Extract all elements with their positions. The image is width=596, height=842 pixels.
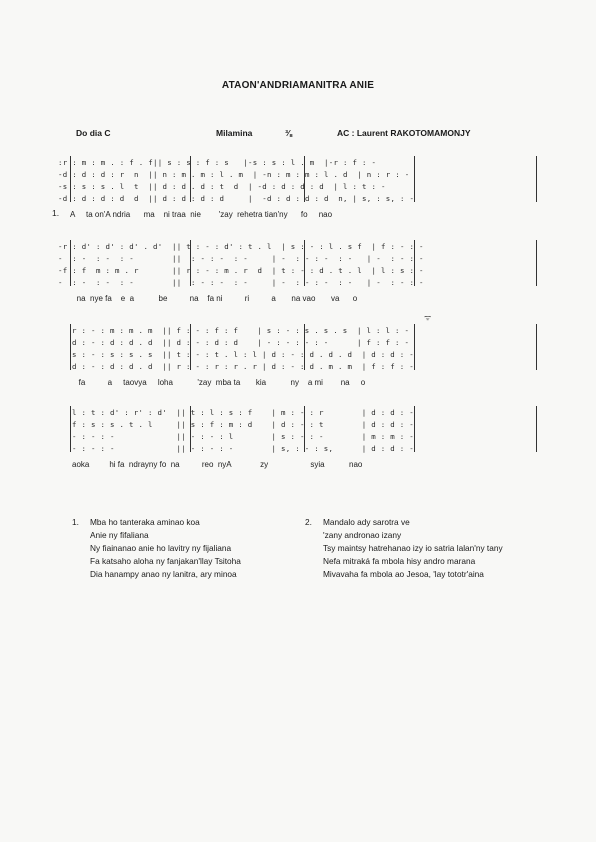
music-system-2 — [58, 240, 548, 312]
barline — [536, 240, 537, 286]
solfa-row-soprano: :r : m : m . : f . f|| s : s : f : s |-s : s : l . m |-r : f : - — [58, 158, 377, 167]
barline — [536, 156, 537, 202]
lyrics-line: A ta on'A ndria ma ni traa nie 'zay rehetra tian'ny fo nao — [70, 210, 333, 219]
solfa-row-tenor: - : - : - || - : - : l | s : - : - | m : m : - — [72, 432, 414, 441]
verse-line: Ny fiainanao anie ho lavitry ny fijaliana — [90, 543, 232, 553]
solfa-row-soprano: r : - : m : m . m || f : - : f : f | s : - : s . s . s | l : l : - — [72, 326, 410, 335]
verse-number: 1. — [52, 208, 60, 218]
lyrics-line: aoka hi fa ndrayny fo na reo nyA zy syia nao — [72, 460, 363, 469]
barline — [70, 324, 71, 370]
verse-line: Mandalo ady sarotra ve — [323, 517, 410, 527]
solfa-row-bass: - : - : - : - || : - : - : - | - : - : - : - | - : - : - — [58, 278, 424, 287]
solfa-row-tenor: s : - : s : s . s || t : - : t . l : l | d : - : d . d . d | d : d : - — [72, 350, 414, 359]
verse-line: 'zany andronao izany — [323, 530, 402, 540]
barline — [414, 324, 415, 370]
lyrics-line: na nye fa e a be na fa ni ri a na vao va o — [70, 294, 358, 303]
solfa-row-tenor: -s : s : s . l t || d : d . d : t d | -d : d : d : d | l : t : - — [58, 182, 386, 191]
time-signature: ⅜ — [285, 128, 293, 138]
verse-line: Mivavaha fa mbola ao Jesoa, 'lay tototr'aina — [323, 569, 484, 579]
music-system-4 — [58, 406, 548, 478]
verse-line: Nefa mitraká fa mbola hisy andro marana — [323, 556, 476, 566]
barline — [536, 406, 537, 452]
music-system-3 — [58, 324, 548, 396]
barline — [414, 406, 415, 452]
verse-line: Dia hanampy anao ny lanitra, ary minoa — [90, 569, 237, 579]
verse-line: Fa katsaho aloha ny fanjakan'llay Tsitoha — [90, 556, 241, 566]
verse-line: Anie ny fifaliana — [90, 530, 149, 540]
music-system-1 — [52, 156, 548, 228]
barline — [70, 406, 71, 452]
key-signature: Do dia C — [76, 128, 111, 138]
verse-line: Tsy maintsy hatrehanao izy io satria lalan'ny tany — [323, 543, 503, 553]
song-title: ATAON'ANDRIAMANITRA ANIE — [221, 80, 375, 91]
solfa-row-soprano: -r : d' : d' : d' . d' || t : - : d' : t . l | s : - : l . s f | f : - : - — [58, 242, 424, 251]
barline — [536, 324, 537, 370]
composer-credit: AC : Laurent RAKOTOMAMONJY — [337, 128, 471, 138]
solfa-row-alto: d : - : d : d . d || d : - : d : d | - : - : - : - | f : f : - — [72, 338, 410, 347]
verse-number: 2. — [305, 517, 312, 527]
solfa-row-alto: -d : d : d : r n || n : m . m : l . m | -n : m : m : l . d | n : r : - — [58, 170, 410, 179]
solfa-row-alto: - : - : - : - || : - : - : - | - : - : - : - | - : - : - — [58, 254, 424, 263]
solfa-row-soprano: l : t : d' : r' : d' || t : l : s : f | m : - : r | d : d : - — [72, 408, 414, 417]
solfa-row-bass: d : - : d : d . d || r : - : r : r . r | d : - : d . m . m | f : f : - — [72, 362, 414, 371]
solfa-row-bass: -d : d : d : d d || d : d : d : d | -d : d : d : d n, | s, : s, : - — [58, 194, 415, 203]
verse-line: Mba ho tanteraka aminao koa — [90, 517, 200, 527]
lyrics-line: fa a taovya loha 'zay mba ta kia ny a mi na o — [72, 378, 366, 387]
solfa-row-tenor: -f : f m : m . r || r : - : m . r d | t : - : d . t . l | l : s : - — [58, 266, 424, 275]
verse-number: 1. — [72, 517, 79, 527]
tempo-marking: Milamina — [216, 128, 253, 138]
breath-mark-icon: ᯤ — [424, 313, 432, 322]
solfa-row-bass: - : - : - || - : - : - | s, : - : s, | d : d : - — [72, 444, 414, 453]
solfa-row-alto: f : s : s . t . l || s : f : m : d | d : - : t | d : d : - — [72, 420, 414, 429]
